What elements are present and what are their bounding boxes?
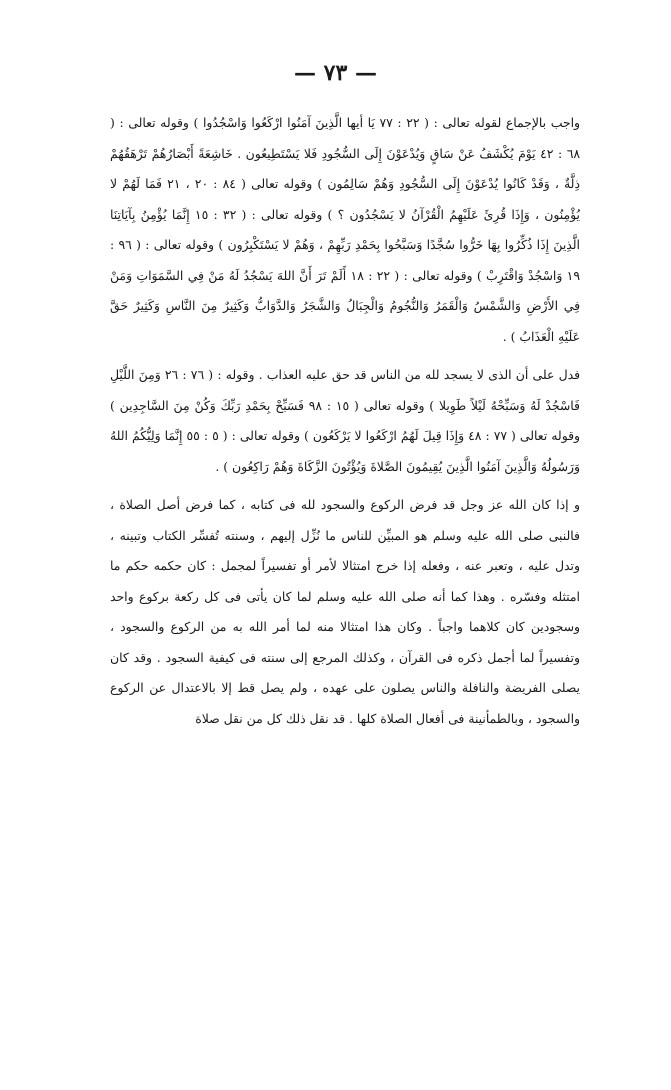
body-text — [110, 108, 580, 734]
page-number: — ٧٣ — — [294, 60, 377, 86]
paragraph-2: فدل على أن الذى لا يسجد لله من الناس قد حق عليه العذاب . وقوله : ( ٧٦ : ٢٦ وَمِنَ اللَّيْلِ فَاسْجُدْ لَهُ وَسَبِّحْهُ لَيْلاً طَوِيلا ) وقوله تعالى ( ١٥ : ٩٨ فَسَبِّحْ بِحَمْدِ رَبِّكَ وَكُنْ مِنَ السَّاجِدِين ) وقوله تعالى ( ٧٧ : ٤٨ وَإِذَا قِيلَ لَهُمُ ارْكَعُوا لا يَرْكَعُون ) وقوله تعالى : ( ٥ : ٥٥ إِنَّمَا وَلِيُّكُمُ اللهُ وَرَسُولُهُ وَالَّذِينَ آمَنُوا الَّذِينَ يُقِيمُونَ الصَّلاةَ وَيُؤْتُونَ الزَّكَاةَ وَهُمْ رَاكِعُون ) . — [110, 367, 581, 474]
paragraph-3: و إذا كان الله عز وجل قد فرض الركوع والسجود لله فى كتابه ، كما فرض أصل الصلاة ، فالنبى صلى الله عليه وسلم هو المبيِّن للناس ما نُزِّل إليهم ، وسنته تُفسِّر الكتاب وتبينه ، وتدل عليه ، وتعبر عنه ، وفعله إذا خرج امتثالا لأمر أو تفسيراً لمجمل : كان حكمه حكم ما امتثله وفسّره . وهذا كما أنه صلى الله عليه وسلم لما كان يأتى فى كل ركعة بركوع واحد وسجودين كان كلاهما واجباً . وكان هذا امتثالا منه لما أمر الله به من الركوع والسجود ، وتفسيراً لما أجمل ذكره فى القرآن ، وكذلك المرجع إلى سنته فى كيفية السجود . وقد كان يصلى الفريضة والنافلة والناس يصلون على عهده ، ولم يصل قط إلا بالاعتدال عن الركوع والسجود ، وبالطمأنينة فى أفعال الصلاة كلها . قد نقل ذلك كل من نقل صلاة — [110, 497, 580, 726]
paragraph-1: واجب بالإجماع لقوله تعالى : ( ٢٢ : ٧٧ يَا أيها الَّذِينَ آمَنُوا ارْكَعُوا وَاسْجُدُوا ) وقوله تعالى : ( ٦٨ : ٤٢ يَوْمَ يُكْشَفُ عَنْ سَاقٍ وَيُدْعَوْنَ إِلَى السُّجُودِ فَلا يَسْتَطِيعُون . خَاشِعَةً أَبْصَارُهُمْ تَرْهَقُهُمْ ذِلَّةٌ ، وَقَدْ كَانُوا يُدْعَوْنَ إِلَى السُّجُودِ وَهُمْ سَالِمُون ) وقوله تعالى ( ٨٤ : ٢٠ ، ٢١ فَمَا لَهُمْ لا يُؤْمِنُون ، وَإِذَا قُرِئَ عَلَيْهِمُ الْقُرْآنُ لا يَسْجُدُون ؟ ) وقوله تعالى : ( ٣٢ : ١٥ إِنَّمَا يُؤْمِنُ بِآيَاتِنَا الَّذِينَ إِذَا ذُكِّرُوا بِهَا خَرُّوا سُجَّدًا وَسَبَّحُوا بِحَمْدِ رَبِّهِمْ ، وَهُمْ لا يَسْتَكْبِرُون ) وقوله تعالى : ( ٩٦ : ١٩ وَاسْجُدْ وَاقْتَرِبْ ) وقوله تعالى : ( ٢٢ : ١٨ أَلَمْ تَرَ أَنَّ اللهَ يَسْجُدُ لَهُ مَنْ فِي السَّمَوَاتِ وَمَنْ فِي الأَرْضِ وَالشَّمْسُ وَالْقَمَرُ وَالنُّجُومُ وَالْجِبَالُ وَالشَّجَرُ وَالدَّوَابُّ وَكَثِيرٌ مِنَ النَّاسِ وَكَثِيرٌ حَقَّ عَلَيْهِ الْعَذَابُ ) . — [110, 115, 580, 344]
